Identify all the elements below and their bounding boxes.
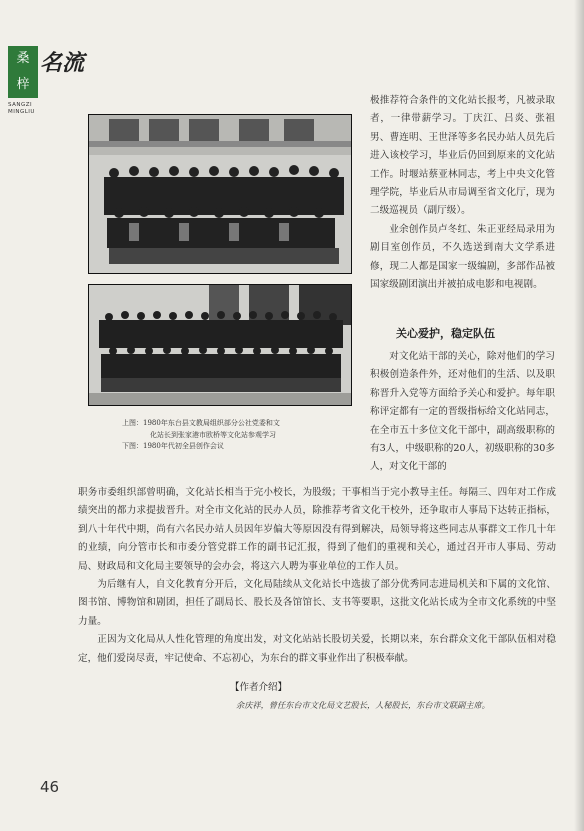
group-photo-bottom	[88, 284, 352, 406]
column-logo	[8, 46, 86, 130]
logo-pinyin	[8, 102, 35, 116]
page-number: 46	[40, 778, 60, 796]
group-photo-top	[88, 114, 352, 274]
author-intro-label: 【作者介绍】	[230, 682, 288, 693]
caption-line-1: 上图：1980年东台县文教局组织部分公社党委和文	[122, 419, 280, 427]
logo-seal-char-1: 桑	[16, 51, 30, 66]
logo-pinyin-2: MINGLIU	[8, 109, 35, 115]
full-width-text	[78, 484, 556, 668]
right-column-text	[370, 92, 555, 294]
paragraph: 职务市委组织部曾明确，文化站长相当于完小校长，为股级；干事相当于完小教导主任。每隔三、四年对工作成绩突出的都力求提拔晋升。对全市文化站的民办人员，除推荐考省文化干校外，还争取市人事局下达转正指标，到八十年代中期，尚有六名民办站人员因年岁偏大等原因没有得到解决，局领导将这些同志从事群文工作几十年的业绩，向分管市长和市委分管党群工作的副书记汇报，得到了他们的重视和关心，通过召开市人事局、劳动局、财政局和文化局主要领导的会办会，将这六人聘为事业单位的工作人员。	[78, 487, 556, 572]
paragraph: 对文化站干部的关心，除对他们的学习积极创造条件外，还对他们的生活、以及职称晋升入党等方面给予关心和爱护。每年职称评定都有一定的晋级指标给文化站同志，在全市五十多位文化干部中，副高级职称的有3人，中级职称的20人，初级职称的30多人，对文化干部的	[370, 351, 555, 473]
caption-line-2: 化站长到张家港市欧桥等文化站参观学习	[150, 430, 276, 439]
logo-brush-text: 名流	[40, 50, 85, 76]
right-column-text-2	[370, 348, 555, 477]
page-fold-shadow	[574, 0, 584, 831]
photo-caption	[122, 418, 362, 453]
author-bio: 余庆祥，曾任东台市文化局文艺股长，人秘股长，东台市文联副主席。	[236, 700, 490, 710]
logo-seal-char-2: 梓	[16, 77, 30, 92]
paragraph: 正因为文化局从人性化管理的角度出发，对文化站站长股切关爱，长期以来，东台群众文化干部队伍相对稳定，他们爱岗尽责，牢记使命、不忘初心，为东台的群文事业作出了积极奉献。	[78, 634, 556, 664]
section-heading: 关心爱护，稳定队伍	[396, 327, 495, 340]
paragraph: 为后继有人，自文化教育分开后，文化局陆续从文化站长中选拔了部分优秀同志进局机关和下属的文化馆、图书馆、博物馆和剧团，担任了副局长、股长及各馆馆长、支书等要职，这批文化站长成为全市文化系统的中坚力量。	[78, 579, 556, 627]
logo-pinyin-1: SANGZI	[8, 102, 33, 108]
logo-seal	[8, 46, 38, 98]
paragraph: 业余创作员卢冬红、朱正亚经局录用为剧目室创作员，不久选送到南大文学系进修，现二人都是国家一级编剧，多部作品被国家级剧团演出并被拍成电影和电视剧。	[370, 223, 555, 291]
caption-line-3: 下图：1980年代初全县创作会议	[122, 442, 224, 450]
paragraph: 极推荐符合条件的文化站长报考，凡被录取者，一律带薪学习。丁庆江、吕炎、张祖男、曹连明、王世泽等多名民办站人员先后进入该校学习，毕业后仍回到原来的文化站工作。时堰站蔡亚林同志，考上中央文化管理学院，毕业后从市局调至省文化厅，现为二级巡视员（副厅级）。	[370, 95, 555, 217]
